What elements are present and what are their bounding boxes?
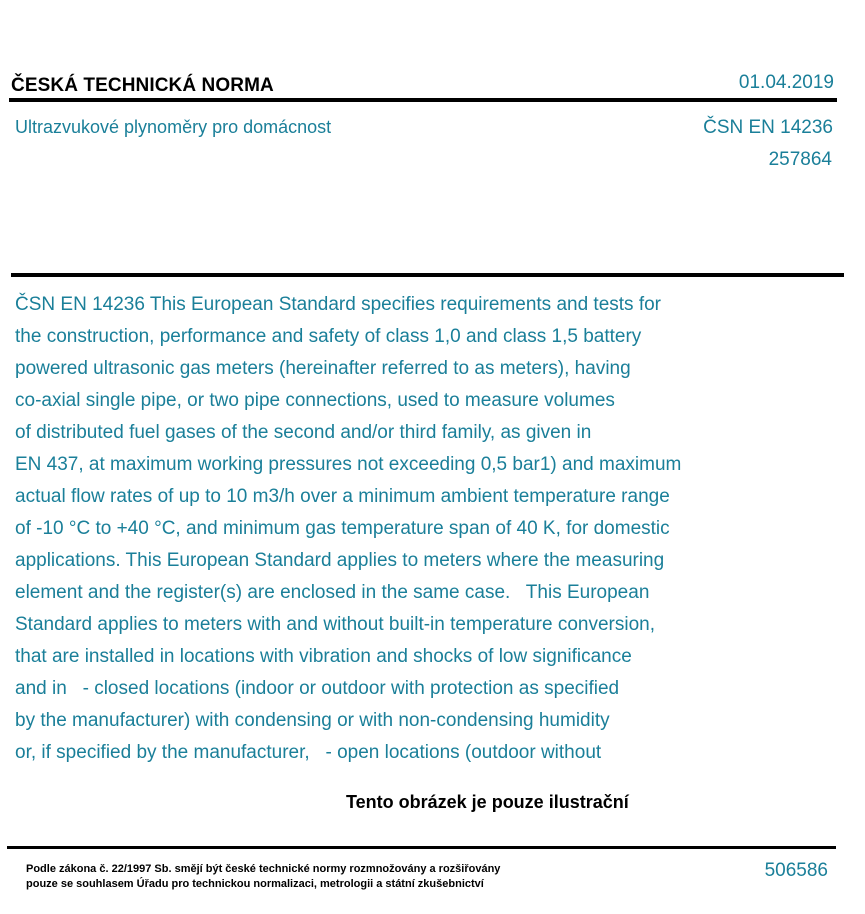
abstract-text — [15, 289, 815, 769]
abstract-line: of -10 °C to +40 °C, and minimum gas temperature span of 40 K, for domestic — [15, 518, 670, 539]
norm-title: ČESKÁ TECHNICKÁ NORMA — [11, 75, 274, 96]
footer-divider — [7, 846, 836, 849]
catalog-number: 257864 — [768, 149, 832, 170]
publication-date: 01.04.2019 — [738, 72, 834, 93]
header-divider — [9, 98, 837, 102]
legal-line: pouze se souhlasem Úřadu pro technickou normalizaci, metrologii a státní zkušebnictví — [26, 878, 484, 890]
abstract-line: the construction, performance and safety of class 1,0 and class 1,5 battery — [15, 326, 642, 347]
abstract-line: EN 437, at maximum working pressures not exceeding 0,5 bar1) and maximum — [15, 454, 682, 475]
legal-notice — [26, 862, 500, 892]
document-code: 506586 — [764, 860, 828, 881]
abstract-line: that are installed in locations with vibration and shocks of low significance — [15, 646, 632, 667]
abstract-line: co-axial single pipe, or two pipe connections, used to measure volumes — [15, 390, 615, 411]
illustration-note: Tento obrázek je pouze ilustrační — [346, 792, 629, 812]
abstract-line: element and the register(s) are enclosed in the same case. This European — [15, 582, 650, 603]
abstract-line: or, if specified by the manufacturer, - open locations (outdoor without — [15, 742, 602, 763]
abstract-line: by the manufacturer) with condensing or with non-condensing humidity — [15, 710, 610, 731]
section-divider — [11, 273, 844, 277]
abstract-line: and in - closed locations (indoor or outdoor with protection as specified — [15, 678, 620, 699]
abstract-line: Standard applies to meters with and without built-in temperature conversion, — [15, 614, 656, 635]
abstract-line: applications. This European Standard applies to meters where the measuring — [15, 550, 665, 571]
abstract-line: ČSN EN 14236 This European Standard specifies requirements and tests for — [15, 294, 661, 315]
legal-line: Podle zákona č. 22/1997 Sb. smějí být české technické normy rozmnožovány a rozšiřovány — [26, 863, 501, 875]
abstract-line: of distributed fuel gases of the second and/or third family, as given in — [15, 422, 592, 443]
standard-subtitle: Ultrazvukové plynoměry pro domácnost — [15, 117, 332, 137]
standard-number: ČSN EN 14236 — [703, 117, 833, 138]
abstract-line: powered ultrasonic gas meters (hereinafter referred to as meters), having — [15, 358, 631, 379]
abstract-line: actual flow rates of up to 10 m3/h over a minimum ambient temperature range — [15, 486, 670, 507]
